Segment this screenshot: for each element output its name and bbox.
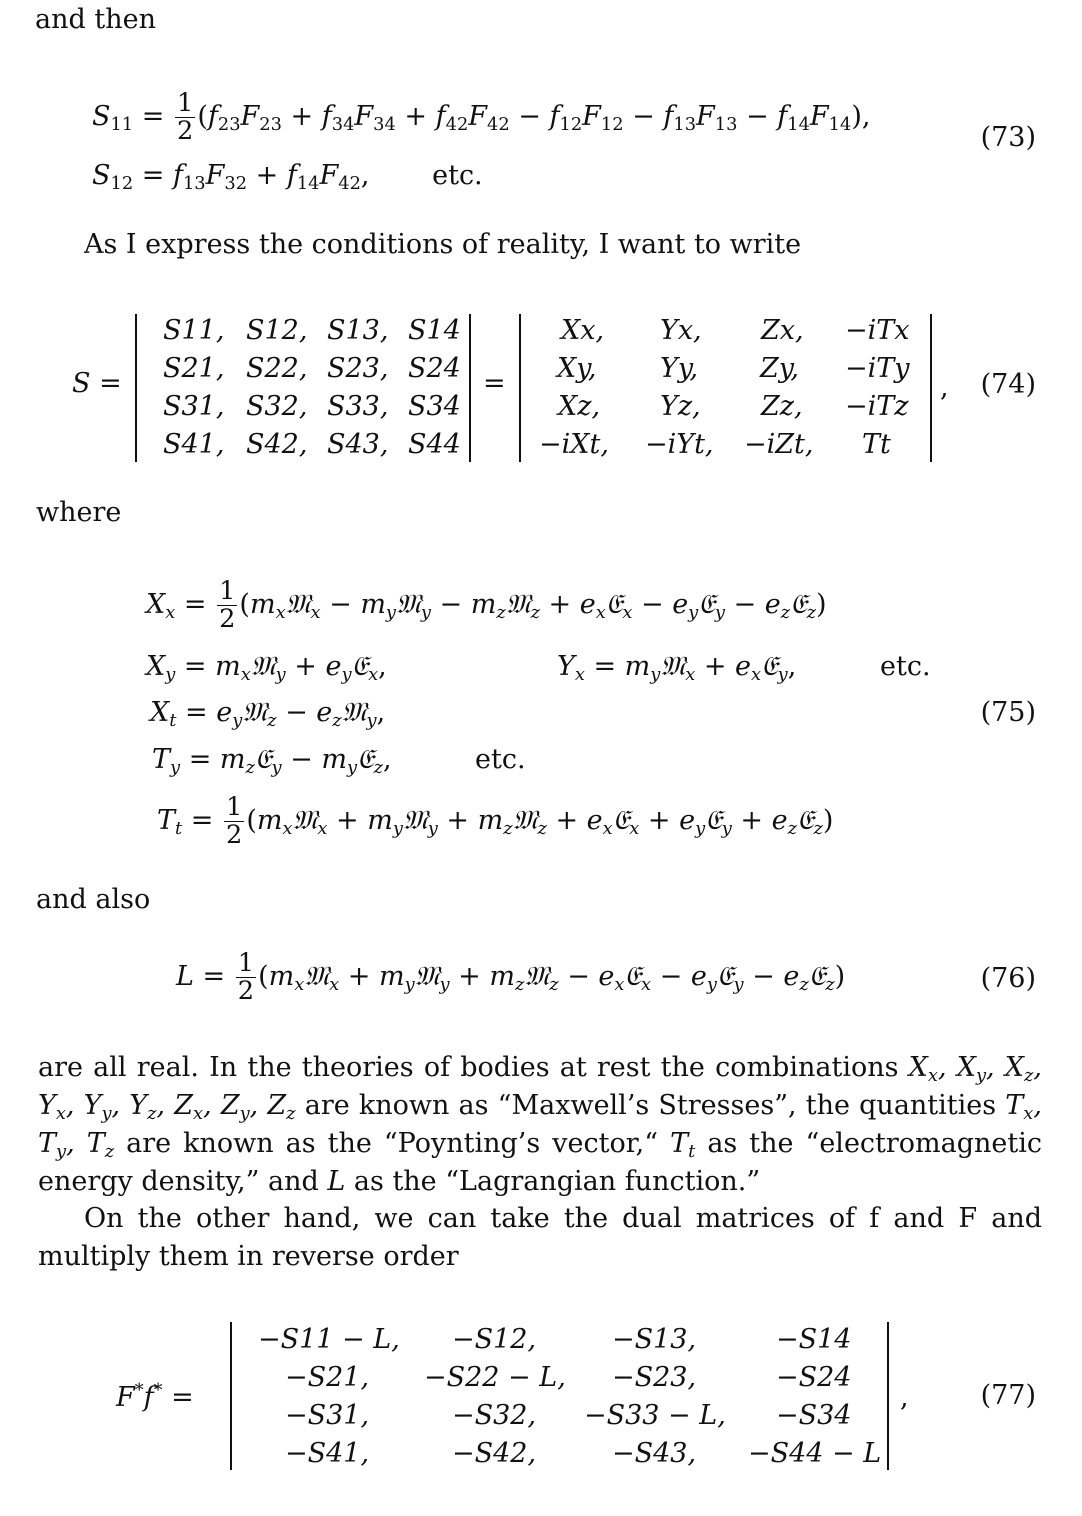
equation-74-number: (74) xyxy=(980,369,1036,400)
matrix-Ff-cell: −S13, xyxy=(612,1324,697,1355)
matrix-XYZ-cell: Yy, xyxy=(660,353,699,384)
matrix-XYZ-cell: Tt xyxy=(862,429,891,460)
matrix-XYZ-cell: Xz, xyxy=(558,391,601,422)
equation-73-etc: etc. xyxy=(432,160,483,191)
equation-74-equals: = xyxy=(483,368,506,399)
equation-75-etc-1: etc. xyxy=(880,651,931,682)
matrix-Ff-right-bar xyxy=(887,1322,889,1470)
matrix-S-cell: S42, xyxy=(246,429,308,460)
matrix-XYZ-cell: −iZt, xyxy=(744,429,814,460)
paragraph-are-all-real-part-4: as the “electromagnetic energy density,” and xyxy=(38,1128,1043,1197)
matrix-XYZ-left-bar xyxy=(519,314,521,462)
matrix-S-cell: S13, xyxy=(327,315,389,346)
text-and-also: and also xyxy=(36,884,151,915)
matrix-S-cell: S44 xyxy=(408,429,461,460)
equation-73-number: (73) xyxy=(980,122,1036,153)
equation-77-lhs: F*f* = xyxy=(116,1380,194,1413)
equation-77-number: (77) xyxy=(980,1380,1036,1411)
paragraph-are-all-real: are all real. In the theories of bodies at rest the combinations $X_x$, $X_y$, $X_z$, $Y_x$, $Y_y$, $Y_z$, $Z_x$, $Z_y$, $Z_z$ are known as “Maxwell’s Stresses”, the quantities $T_x$, $T_y$, $T_z$ are known as the “Poynting’s vector,“ $T_t$ as the “electromagnetic energy density,” and L as the “Lagrangian function.” xyxy=(38,1052,1043,1197)
equation-76-number: (76) xyxy=(980,963,1036,994)
equation-75-line-Ty: $T_y$ = $m_z𝔈_y$ − $m_y𝔈_z$, xyxy=(152,744,392,778)
text-and-then: and then xyxy=(35,4,156,35)
matrix-S-cell: S11, xyxy=(163,315,225,346)
paragraph-dual-matrices-text: On the other hand, we can take the dual matrices of f and F and multiply them in reverse order xyxy=(38,1203,1042,1272)
matrix-S-left-bar xyxy=(135,314,137,462)
matrix-S-right-bar xyxy=(469,314,471,462)
matrix-S-cell: S24 xyxy=(408,353,461,384)
matrix-Ff-cell: −S32, xyxy=(452,1400,537,1431)
matrix-Ff-cell: −S14 xyxy=(776,1324,852,1355)
matrix-Ff-cell: −S43, xyxy=(612,1438,697,1469)
matrix-S-cell: S22, xyxy=(246,353,308,384)
matrix-Ff-cell: −S22 − L, xyxy=(424,1362,566,1393)
matrix-XYZ-cell: Zy, xyxy=(760,353,800,384)
matrix-S-cell: S21, xyxy=(163,353,225,384)
matrix-Ff-cell: −S41, xyxy=(285,1438,370,1469)
matrix-XYZ-cell: Zx, xyxy=(761,315,804,346)
matrix-Ff-cell: −S11 − L, xyxy=(258,1324,400,1355)
text-reality-intro: As I express the conditions of reality, I want to write xyxy=(84,229,802,260)
equation-75-number: (75) xyxy=(980,697,1036,728)
equation-73-line-1: $S_{11}$ = $\frac{1}{2}$ $(f_{23}F_{23} + f_{34}F_{34} + f_{42}F_{42} - f_{12}F_{12} - f_{13}F_{13} - f_{14}F_{14})$, xyxy=(92,88,871,146)
paragraph-are-all-real-part-1: are all real. In the theories of bodies at rest the combinations xyxy=(38,1052,899,1083)
matrix-XYZ-cell: −iTy xyxy=(845,353,910,384)
paragraph-are-all-real-part-5: as the “Lagrangian function.” xyxy=(353,1166,761,1197)
matrix-XYZ-cell: −iXt, xyxy=(539,429,609,460)
matrix-S-cell: S43, xyxy=(327,429,389,460)
paragraph-dual-matrices xyxy=(38,1200,1042,1276)
equation-74-trailing-comma: , xyxy=(940,372,949,403)
matrix-S-cell: S41, xyxy=(163,429,225,460)
matrix-Ff-cell: −S44 − L xyxy=(748,1438,882,1469)
matrix-XYZ-cell: −iTz xyxy=(845,391,909,422)
equation-74-lhs: S = xyxy=(72,368,122,399)
paragraph-are-all-real-part-3: are known as the “Poynting’s vector,“ xyxy=(126,1128,659,1159)
matrix-Ff-cell: −S23, xyxy=(612,1362,697,1393)
equation-75-line-Tt: $T_t$ = $\frac{1}{2}$ ($m_x𝔐_x$ + $m_y𝔐_y$ + $m_z𝔐_z$ + $e_x𝔈_x$ + $e_y𝔈_y$ + $e_z𝔈_z$) xyxy=(157,792,834,850)
paragraph-are-all-real-part-2: are known as “Maxwell’s Stresses”, the quantities xyxy=(304,1090,997,1121)
matrix-Ff-left-bar xyxy=(230,1322,232,1470)
matrix-S-cell: S12, xyxy=(246,315,308,346)
matrix-Ff-cell: −S31, xyxy=(285,1400,370,1431)
matrix-Ff-cell: −S33 − L, xyxy=(584,1400,726,1431)
matrix-Ff-cell: −S12, xyxy=(452,1324,537,1355)
matrix-XYZ-cell: Yz, xyxy=(660,391,701,422)
matrix-S-cell: S32, xyxy=(246,391,308,422)
matrix-Ff-cell: −S21, xyxy=(285,1362,370,1393)
matrix-S-cell: S33, xyxy=(327,391,389,422)
equation-75-line-Yx: $Y_x$ = $m_y𝔐_x$ + $e_x𝔈_y$, xyxy=(557,651,797,685)
matrix-XYZ-cell: Xx, xyxy=(561,315,605,346)
matrix-S-cell: S23, xyxy=(327,353,389,384)
matrix-Ff-cell: −S24 xyxy=(776,1362,852,1393)
matrix-XYZ-cell: Yx, xyxy=(660,315,702,346)
equation-75-line-Xt: $X_t$ = $e_y𝔐_z$ − $e_z𝔐_y$, xyxy=(150,697,386,731)
matrix-Ff-cell: −S34 xyxy=(776,1400,852,1431)
matrix-XYZ-cell: Zz, xyxy=(761,391,803,422)
matrix-S-cell: S14 xyxy=(408,315,461,346)
matrix-S-cell: S34 xyxy=(408,391,461,422)
matrix-XYZ-cell: −iTx xyxy=(845,315,910,346)
text-where: where xyxy=(36,497,122,528)
equation-75-line-Xy: $X_y$ = $m_x𝔐_y$ + $e_y𝔈_x$, xyxy=(146,651,387,685)
equation-75-line-Xx: $X_x$ = $\frac{1}{2}$ ($m_x𝔐_x$ − $m_y𝔐_y$ − $m_z𝔐_z$ + $e_x𝔈_x$ − $e_y𝔈_y$ − $e_z𝔈_z$) xyxy=(146,576,827,634)
equation-73-line-2: $S_{12} = f_{13}F_{32} + f_{14}F_{42}$, etc. xyxy=(92,160,483,194)
equation-76-line: L = $\frac{1}{2}$ ($m_x𝔐_x$ + $m_y𝔐_y$ + $m_z𝔐_z$ − $e_x𝔈_x$ − $e_y𝔈_y$ − $e_z𝔈_z$) xyxy=(176,948,846,1006)
matrix-Ff-cell: −S42, xyxy=(452,1438,537,1469)
matrix-XYZ-cell: Xy, xyxy=(557,353,597,384)
matrix-XYZ-right-bar xyxy=(930,314,932,462)
matrix-XYZ-cell: −iYt, xyxy=(645,429,714,460)
equation-75-etc-2: etc. xyxy=(475,744,526,775)
equation-77-trailing-comma: , xyxy=(900,1382,909,1413)
matrix-S-cell: S31, xyxy=(163,391,225,422)
